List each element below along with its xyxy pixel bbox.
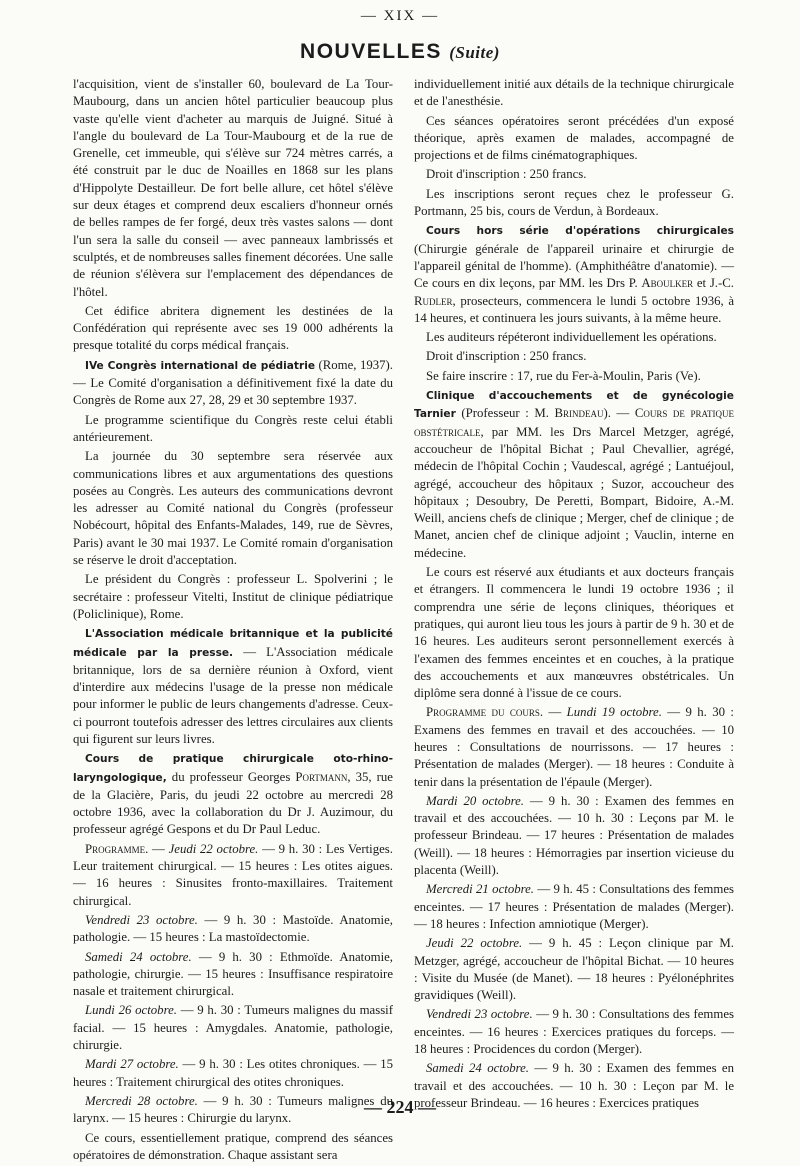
right-column xyxy=(414,76,734,1114)
paragraph: individuellement initié aux détails de la technique chirurgicale et de l'anesthésie. xyxy=(414,77,734,109)
paragraph: Le cours est réservé aux étudiants et aux docteurs français et étrangers. Il commencera le lundi 19 octobre 1936 ; il comprendra une série de leçons cliniques, théoriques et pratiques, qui auront lieu tous les jours à partir de 9 h. 30 et de 16 heures. Les auditeurs seront personnellement exercés à l'examen des femmes enceintes et en couches, à la pratique des accouchements et aux manœuvres obstétricales. Un diplôme sera donné à l'issue de ce cours. xyxy=(414,565,734,701)
paragraph: Ces séances opératoires seront précédées d'un exposé théorique, après examen de malades, accompagné de projections et de films cinématographiques. xyxy=(414,113,734,163)
news-item: IVe Congrès international de pédiatrie (Rome, 1937). — Le Comité d'organisation a définitivement fixé la date du Congrès de Rome aux 27, 28, 29 et 30 septembre 1937. xyxy=(73,357,394,408)
title-suite: (Suite) xyxy=(449,43,500,62)
paragraph: La journée du 30 septembre sera réservée aux communications libres et aux argumentations des questions posées au Congrès. Les auteurs des communications devront les adresser au Comité national du Congrès (professeur Nobécourt, hôpital des Enfants-Malades, 149, rue de Sèvres, Paris) avant le 30 mai 1937. Le Comité romain d'organisation se réserve le droit d'acceptation. xyxy=(73,449,393,568)
program-entry: Mardi 27 octobre. — 9 h. 30 : Les otites chroniques. — 15 heures : Traitement chirurgical des otites chroniques. xyxy=(73,1057,394,1089)
paragraph: Les auditeurs répéteront individuellement les opérations. xyxy=(426,330,717,345)
item-heading: Cours de pratique chirurgicale oto-rhino-laryngologique, xyxy=(73,753,393,784)
page-number: — 224 — xyxy=(364,1097,436,1117)
paragraph: Se faire inscrire : 17, rue du Fer-à-Moulin, Paris (Ve). xyxy=(426,368,701,383)
program-entry: Samedi 24 octobre. — 9 h. 30 : Ethmoïde. Anatomie, pathologie, chirurgie. — 15 heures : Insuffisance respiratoire nasale et traitement chirurgical. xyxy=(73,949,393,999)
program-entry: Programme. — Jeudi 22 octobre. — 9 h. 30 : Les Vertiges. Leur traitement chirurgical. — 15 heures : Les otites aigues. — 16 heures : Sinusites fronto-maxillaires. Traitement chirurgical. xyxy=(73,841,393,908)
paragraph: l'acquisition, vient de s'installer 60, boulevard de La Tour-Maubourg, dans un ancien hôtel particulier beaucoup plus vaste qu'elle vient d'acheter au marquis de Juigné. Situé à l'angle du boulevard de La Tour-Maubourg et de la rue de Grenelle, cet immeuble, qui s'élève sur 724 mètres carrés, a été construit par le duc de Noailles en 1868 sur les plans d'Hippolyte Destailleur. De fort belle allure, cet hôtel s'élève sur deux étages et comprend deux escaliers d'honneur ornés de belles rampes de fer forgé, deux très vastes salons — dont l'un sera la salle du conseil — avec panneaux lambrissés et sculptés, et de nombreuses salles finement décorées. Une salle de réunion s'élèvera sur l'emplacement des dépendances de l'hôtel. xyxy=(73,77,393,299)
paragraph: Les inscriptions seront reçues chez le professeur G. Portmann, 25 bis, cours de Verdun, à Bordeaux. xyxy=(414,186,734,219)
paragraph: Le programme scientifique du Congrès reste celui établi antérieurement. xyxy=(73,412,393,444)
program-entry: Jeudi 22 octobre. — 9 h. 45 : Leçon clinique par M. Metzger, agrégé, accoucheur de l'hôpital Bichat. — 10 heures : Visite du Musée (de Manet). — 18 heures : Pyélonéphrites gravidiques (Weill). xyxy=(414,936,734,1003)
roman-folio: — XIX — xyxy=(360,8,440,24)
section-title xyxy=(0,40,800,64)
program-entry: Samedi 24 octobre. — 9 h. 30 : Examen des femmes en travail et des accouchées. — 10 h. 30 : Leçon par M. le professeur Brindeau. — 16 heures : Exercices pratiques xyxy=(414,1061,734,1110)
paragraph: Ce cours, essentiellement pratique, comprend des séances opératoires de démonstration. Chaque assistant sera xyxy=(73,1130,393,1162)
paragraph: Droit d'inscription : 250 francs. xyxy=(426,349,587,364)
item-heading: L'Association médicale britannique et la publicité médicale par la presse. xyxy=(73,628,393,659)
program-label: Programme. xyxy=(85,841,149,856)
program-entry: Vendredi 23 octobre. — 9 h. 30 : Mastoïde. Anatomie, pathologie. — 15 heures : La mastoïdectomie. xyxy=(73,912,393,945)
news-item: Cours de pratique chirurgicale oto-rhino-laryngologique, du professeur Georges Portmann, 35, rue de la Glacière, Paris, du jeudi 22 octobre au mercredi 28 octobre 1936, avec la collaboration du Dr J. Auzimour, du professeur agrégé Gespons et du Dr Paul Leduc. xyxy=(73,753,393,837)
program-label: Programme du cours. xyxy=(426,705,544,720)
program-entry: Mardi 20 octobre. — 9 h. 30 : Examen des femmes en travail et des accouchées. — 10 h. 30 : Leçons par M. le professeur Brindeau. — 17 heures : Présentation de malades (Weill). — 18 heures : Hémorragies par insertion vicieuse du placenta (Weill). xyxy=(414,793,735,878)
news-item: Cours hors série d'opérations chirurgicales (Chirurgie générale de l'appareil urinaire et chirurgie de l'appareil génital de l'homme). (Amphithéâtre d'anatomie). — Ce cours en dix leçons, par MM. les Drs P. Aboulker et J.-C. Rudler, prosecteurs, commencera le lundi 5 octobre 1936, à 14 heures, et continuera les jours suivants, à la même heure. xyxy=(414,225,734,325)
news-item: L'Association médicale britannique et la publicité médicale par la presse. — L'Association médicale britannique, lors de sa dernière réunion à Oxford, vient d'interdire aux médecins l'usage de la presse non médicale pour informer le public de leurs changements d'adresse. Ceux-ci pourront toutefois adresser des lettres circulaires aux clients qui figurent sur leurs livres. xyxy=(73,628,394,746)
program-entry: Mercredi 21 octobre. — 9 h. 45 : Consultations des femmes enceintes. — 17 heures : Présentation de malades (Merger). — 18 heures : Infection amniotique (Merger). xyxy=(414,882,734,931)
program-entry: Lundi 26 octobre. — 9 h. 30 : Tumeurs malignes du massif facial. — 15 heures : Amygdales. Anatomie, pathologie, chirurgie. xyxy=(73,1003,393,1053)
program-entry: Programme du cours. — Lundi 19 octobre. — 9 h. 30 : Examens des femmes en travail et des accouchées. — 10 heures : Consultations de nourrissons. — 17 heures : Présentation de malades (Merger). — 18 heures : Conduite à tenir dans la présentation de l'épaule (Merger). xyxy=(414,705,734,789)
title-main: NOUVELLES xyxy=(300,40,442,63)
news-item: Clinique d'accouchements et de gynécologie Tarnier (Professeur : M. Brindeau). — Cours de pratique obstétricale, par MM. les Drs Marcel Metzger, agrégé, accoucheur de l'hôpital Bichat ; Paul Chevallier, agrégé, médecin de l'hôpital Cochin ; Vaudescal, agrégé ; Lantuéjoul, agrégé, accoucheur des hôpitaux ; Suzor, accoucheur des hôpitaux ; Desoubry, De Peretti, Bompart, Bidoire, A.-M. Weill, anciens chefs de clinique ; Merger, chef de clinique ; de Manet, ancien chef de clinique adjoint ; Vauclin, interne en médecine. xyxy=(414,390,734,560)
item-heading: Cours hors série d'opérations chirurgicales xyxy=(426,225,734,238)
item-heading: Clinique d'accouchements et de gynécologie Tarnier xyxy=(414,390,734,421)
paragraph: Le président du Congrès : professeur L. Spolverini ; le secrétaire : professeur Vitelti, Institut de clinique pédiatrique (Policlinique), Rome. xyxy=(73,572,393,621)
program-entry: Vendredi 23 octobre. — 9 h. 30 : Consultations des femmes enceintes. — 16 heures : Exercices pratiques du forceps. — 18 heures : Procidences du cordon (Merger). xyxy=(414,1007,734,1057)
program-entry: Mercredi 28 octobre. — 9 h. 30 : Tumeurs malignes du larynx. — 15 heures : Chirurgie du larynx. xyxy=(73,1093,393,1126)
paragraph: Droit d'inscription : 250 francs. xyxy=(426,167,587,182)
left-column xyxy=(73,76,393,1166)
item-heading: IVe Congrès international de pédiatrie xyxy=(85,359,316,372)
paragraph: Cet édifice abritera dignement les destinées de la Confédération qui représente avec ses 19 000 adhérents la presque totalité du corps médical français. xyxy=(73,303,393,353)
